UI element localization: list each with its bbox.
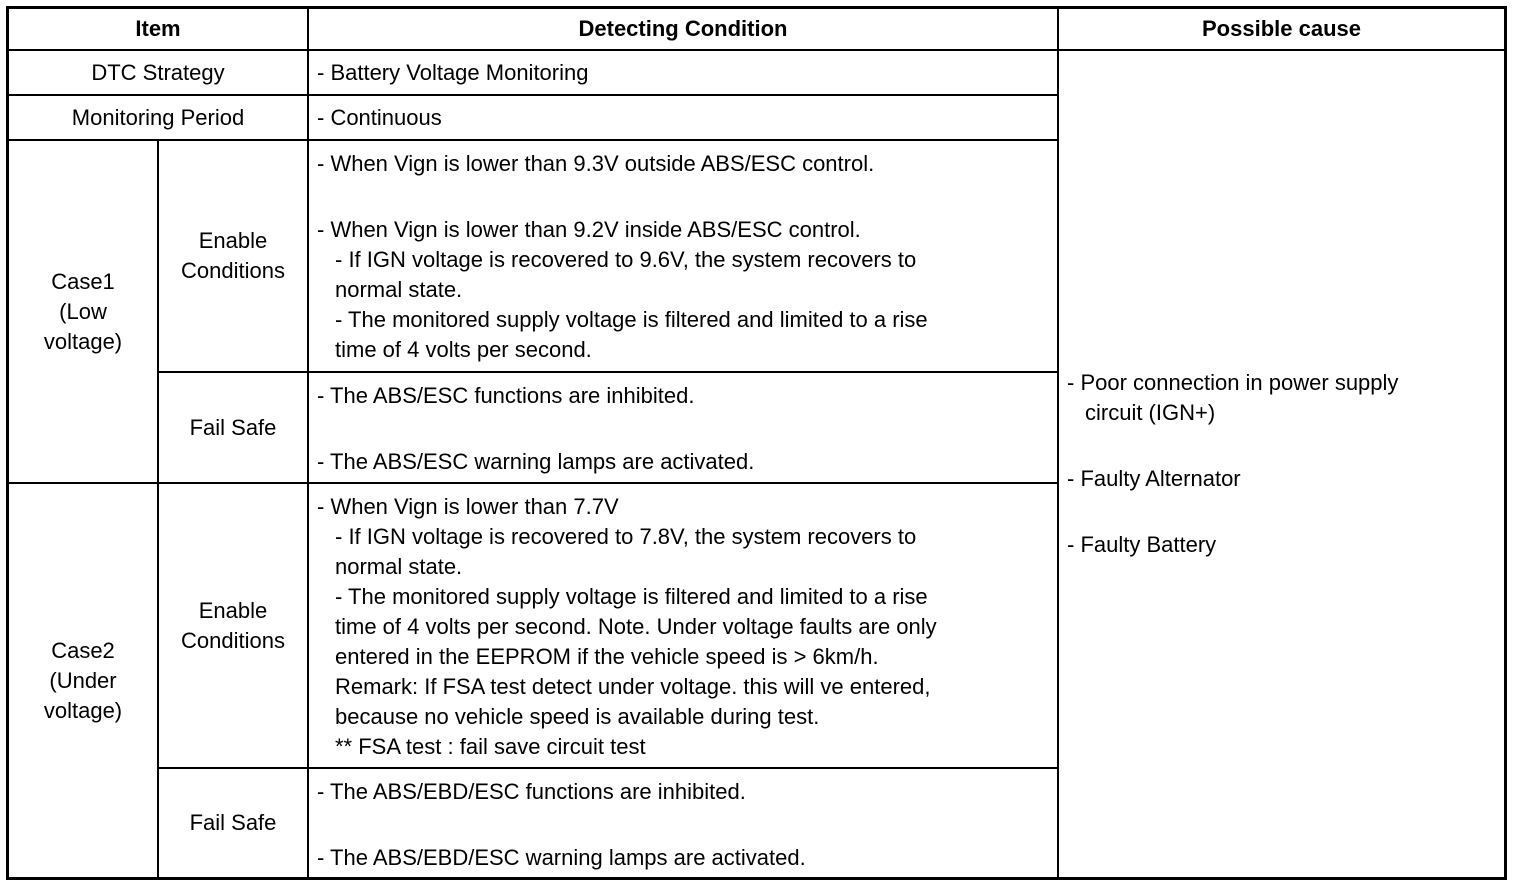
case1-label-line: voltage)	[43, 328, 123, 354]
enable-label-line: Enable	[198, 597, 268, 623]
cause-line: - Poor connection in power supply	[1067, 370, 1399, 395]
monitoring-period-label: Monitoring Period	[71, 104, 245, 130]
case1-fail-safe-label: Fail Safe	[189, 414, 277, 440]
condition-line: time of 4 volts per second. Note. Under voltage faults are only	[335, 614, 937, 639]
case2-enable-conditions-label	[159, 484, 307, 767]
header-item: Item	[135, 16, 181, 41]
header-detecting-condition: Detecting Condition	[578, 16, 788, 41]
case2-fail-safe	[309, 769, 1057, 877]
fail-safe-line: - The ABS/ESC warning lamps are activated.	[317, 449, 755, 474]
case1-fail-safe	[309, 373, 1057, 482]
condition-line: - When Vign is lower than 9.3V outside ABS/ESC control.	[317, 151, 875, 176]
case2-label-line: (Under	[49, 667, 117, 693]
case1-enable-conditions	[309, 141, 1057, 371]
case2-label-line: Case2	[51, 637, 115, 663]
condition-line: time of 4 volts per second.	[335, 337, 592, 362]
enable-label-line: Conditions	[181, 627, 285, 653]
condition-line: - The monitored supply voltage is filtered and limited to a rise	[335, 584, 928, 609]
case1-label	[9, 141, 157, 482]
case2-label	[9, 484, 157, 877]
possible-causes	[1059, 51, 1504, 877]
cause-line: - Faulty Battery	[1067, 532, 1217, 557]
cause-line: - Faulty Alternator	[1067, 466, 1241, 491]
condition-line: - If IGN voltage is recovered to 7.8V, the system recovers to	[335, 524, 917, 549]
dtc-strategy-label: DTC Strategy	[91, 59, 225, 85]
condition-line: Remark: If FSA test detect under voltage. this will ve entered,	[335, 674, 931, 699]
condition-line: - The monitored supply voltage is filtered and limited to a rise	[335, 307, 928, 332]
condition-line: normal state.	[335, 277, 463, 302]
fail-safe-line: - The ABS/EBD/ESC warning lamps are activated.	[317, 845, 806, 870]
case2-label-line: voltage)	[43, 697, 123, 723]
case1-label-line: (Low	[59, 298, 107, 324]
condition-line: - If IGN voltage is recovered to 9.6V, the system recovers to	[335, 247, 917, 272]
enable-label-line: Conditions	[181, 258, 285, 283]
condition-line: normal state.	[335, 554, 463, 579]
case2-enable-conditions	[309, 484, 1057, 767]
case1-enable-conditions-label	[159, 141, 307, 371]
monitoring-period-value: - Continuous	[317, 104, 442, 130]
condition-line: entered in the EEPROM if the vehicle speed is > 6km/h.	[335, 644, 879, 669]
case2-fail-safe-label: Fail Safe	[189, 810, 277, 835]
case1-label-line: Case1	[51, 268, 115, 294]
dtc-table	[6, 6, 1507, 880]
enable-label-line: Enable	[198, 228, 268, 253]
fail-safe-line: - The ABS/ESC functions are inhibited.	[317, 383, 695, 408]
condition-line: - When Vign is lower than 9.2V inside ABS/ESC control.	[317, 217, 861, 242]
fail-safe-line: - The ABS/EBD/ESC functions are inhibited.	[317, 779, 746, 804]
condition-line: - When Vign is lower than 7.7V	[317, 494, 619, 519]
condition-line: ** FSA test : fail save circuit test	[335, 734, 646, 759]
cause-line: circuit (IGN+)	[1085, 400, 1216, 425]
header-possible-cause: Possible cause	[1202, 16, 1361, 41]
dtc-strategy-value: - Battery Voltage Monitoring	[317, 59, 589, 85]
condition-line: because no vehicle speed is available during test.	[335, 704, 820, 729]
